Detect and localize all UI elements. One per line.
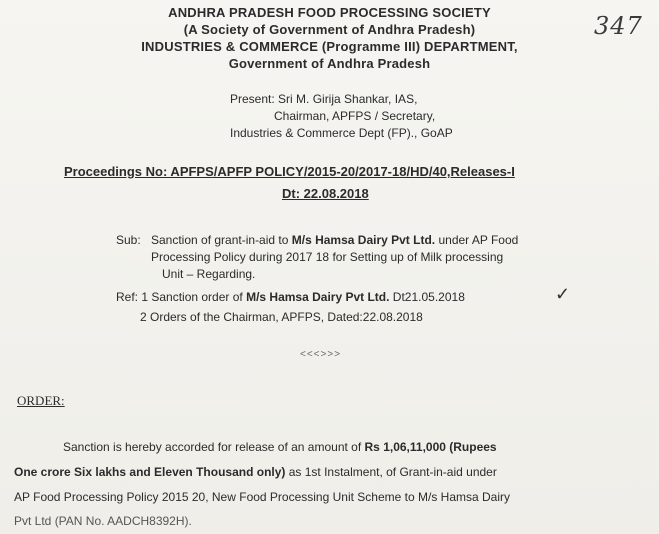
section-separator: <<<>>>	[300, 349, 342, 360]
present-line-3: Industries & Commerce Dept (FP)., GoAP	[230, 126, 453, 140]
handwritten-page-number: 347	[594, 12, 643, 40]
header-society-name: ANDHRA PRADESH FOOD PROCESSING SOCIETY	[168, 5, 491, 20]
present-line-1: Present: Sri M. Girija Shankar, IAS,	[230, 92, 418, 106]
proceedings-number: Proceedings No: APFPS/APFP POLICY/2015-20/2017-18/HD/40,Releases-I	[64, 164, 515, 179]
order-amount-words: One crore Six lakhs and Eleven Thousand only)	[14, 465, 286, 479]
reference-2: 2 Orders of the Chairman, APFPS, Dated:22.08.2018	[140, 310, 423, 324]
subject-label: Sub:	[116, 233, 141, 247]
subject-line-2: Processing Policy during 2017 18 for Setting up of Milk processing	[151, 250, 504, 264]
reference-1-company: M/s Hamsa Dairy Pvt Ltd.	[246, 290, 390, 304]
subject-line-3: Unit – Regarding.	[162, 267, 256, 281]
subject-text: Sanction of grant-in-aid to	[151, 233, 292, 247]
reference-1-date: Dt21.05.2018	[389, 290, 465, 304]
order-paragraph-line-1	[63, 440, 497, 454]
header-society-subtitle: (A Society of Government of Andhra Pradesh)	[183, 22, 476, 37]
header-department: INDUSTRIES & COMMERCE (Programme III) DEPARTMENT,	[141, 39, 518, 54]
order-paragraph-line-3: AP Food Processing Policy 2015 20, New Food Processing Unit Scheme to M/s Hamsa Dairy	[14, 490, 510, 504]
present-line-2: Chairman, APFPS / Secretary,	[274, 109, 436, 123]
order-text-2: as 1st Instalment, of Grant-in-aid under	[285, 465, 497, 479]
order-text: Sanction is hereby accorded for release of an amount of	[63, 440, 365, 454]
order-amount: Rs 1,06,11,000 (Rupees	[364, 440, 497, 454]
subject-line-1	[151, 233, 518, 247]
checkmark-icon: ✓	[555, 284, 571, 304]
order-heading: ORDER:	[17, 393, 65, 408]
order-paragraph-line-4: Pvt Ltd (PAN No. AADCH8392H).	[14, 514, 192, 528]
reference-1	[116, 290, 465, 304]
order-paragraph-line-2	[14, 465, 497, 479]
header-government: Government of Andhra Pradesh	[228, 56, 431, 71]
proceedings-date: Dt: 22.08.2018	[282, 186, 369, 201]
subject-text-tail: under AP Food	[435, 233, 519, 247]
company-name: M/s Hamsa Dairy Pvt Ltd.	[291, 233, 436, 247]
reference-1-text: Ref: 1 Sanction order of	[116, 290, 247, 304]
